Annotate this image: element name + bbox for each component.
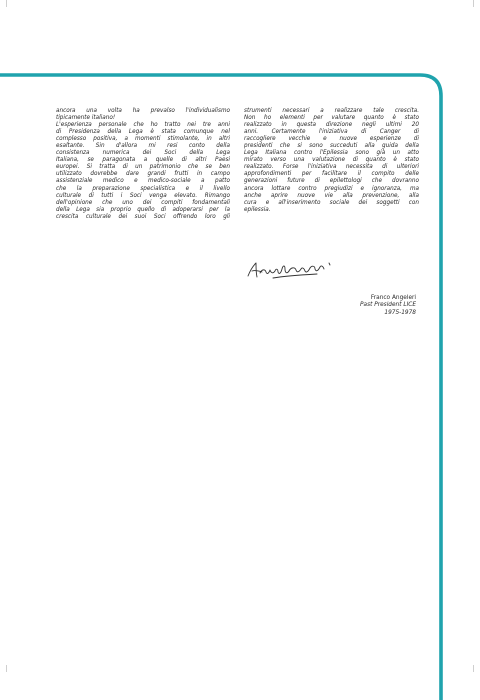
text-line: Italiana, se paragonata a quelle di altri Paesi	[56, 157, 230, 164]
text-line: tipicamente italiano!	[56, 115, 116, 122]
author-years: 1975-1978	[384, 309, 416, 316]
text-line: dell'opinione che uno dei compiti fondamentali	[56, 199, 230, 206]
text-line: raccogliere vecchie e nuove esperienze di	[244, 136, 419, 143]
text-line: cura e all'inserimento sociale dei soggetti con	[244, 199, 419, 206]
author-title: Past President LICE	[360, 302, 416, 309]
text-line: ancora lottare contro pregiudizi e ignoranza, ma	[244, 185, 419, 192]
crop-mark-bottom-right	[473, 665, 474, 672]
text-line: consistenza numerica dei Soci della Lega	[56, 150, 230, 157]
text-line: anche aprire nuove vie alla prevenzione, alla	[244, 192, 419, 199]
text-line: approfondimenti per facilitare il compito delle	[244, 171, 419, 178]
text-line: assistenziale medico e medico-sociale a patto	[56, 178, 230, 185]
handwritten-signature	[245, 257, 365, 283]
text-column-left	[56, 108, 230, 221]
text-line: europei. Si tratta di un patrimonio che se ben	[56, 164, 230, 171]
text-line: ancora una volta ha prevalso l'individualismo	[56, 108, 230, 114]
text-column-right	[244, 108, 419, 214]
crop-mark-bottom-left	[6, 665, 7, 672]
text-line: anni. Certamente l'iniziativa di Canger di	[244, 129, 419, 136]
crop-mark-top-left	[6, 0, 7, 7]
text-line: L'esperienza personale che ho tratto nei tre anni	[56, 122, 230, 129]
text-line: della Lega sia proprio quello di adoperarsi per la	[56, 206, 230, 213]
text-line: realizzato in questa direzione negli ultimi 20	[244, 122, 419, 129]
text-line: complesso positiva, a momenti stimolante, in altri	[56, 136, 230, 143]
text-line: Non ho elementi per valutare quanto è stato	[244, 115, 419, 122]
text-line: strumenti necessari a realizzare tale crescita.	[244, 108, 419, 114]
text-line: realizzato. Forse l'iniziativa necessita di ulteriori	[244, 164, 419, 171]
text-line: esaltante. Sin d'allora mi resi conto della	[56, 143, 230, 150]
text-line: che la preparazione specialistica e il livello	[56, 185, 230, 192]
author-name: Franco Angeleri	[370, 295, 416, 301]
text-line: utilizzato dovrebbe dare grandi frutti in campo	[56, 171, 230, 178]
text-line: epilessia.	[244, 206, 271, 213]
text-line: presidenti che si sono succeduti alla guida della	[244, 143, 419, 150]
text-line: culturale di tutti i Soci venga elevato. Rimango	[56, 192, 230, 199]
text-line: Lega Italiana contro l'Epilessia sono già un atto	[244, 150, 419, 157]
text-line: generazioni future di epilettologi che dovranno	[244, 178, 419, 185]
text-line: crescita culturale dei suoi Soci offrendo loro gli	[56, 213, 230, 220]
text-line: mirato verso una valutazione di quanto è stato	[244, 157, 419, 164]
text-line: di Presidenza della Lega è stata comunque nel	[56, 129, 230, 136]
author-credit	[360, 295, 416, 317]
crop-mark-top-right	[473, 0, 474, 7]
